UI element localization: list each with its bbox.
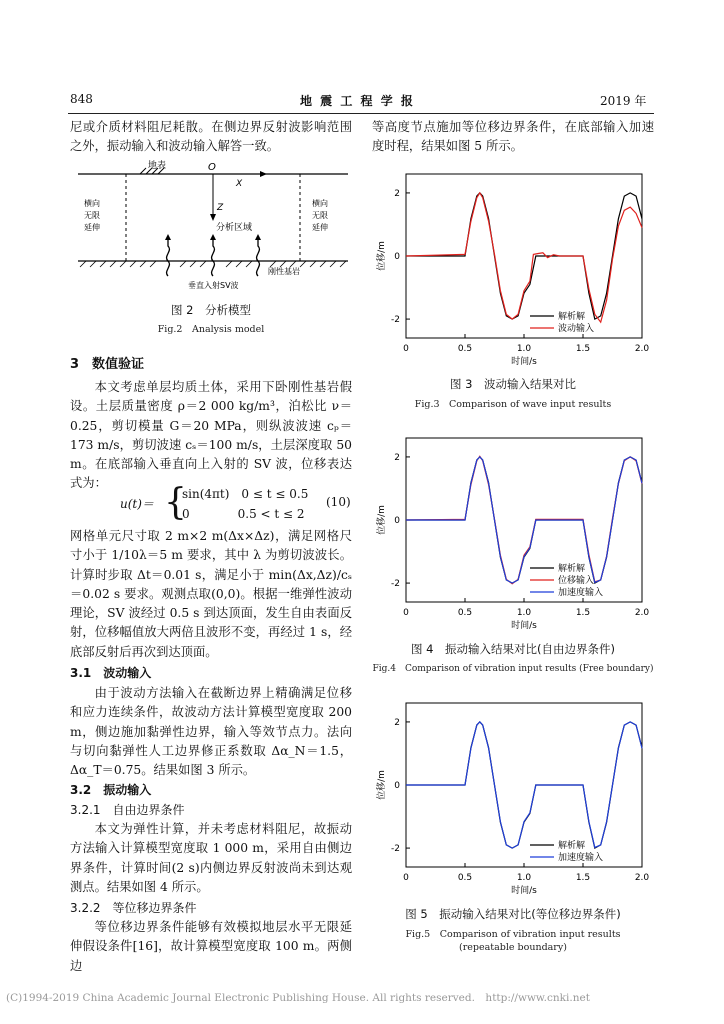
eq-case-2: 0 0.5 < t ≤ 2 — [182, 507, 305, 521]
x-tick-label: 2.0 — [634, 873, 650, 883]
y-axis-label: 位移/m — [377, 241, 387, 271]
wave-arrow-1 — [165, 234, 171, 276]
right-intro: 等高度节点施加等位移边界条件，在底部输入加速度时程，结果如图 5 所示。 — [372, 120, 654, 154]
fig3-chart — [372, 168, 654, 370]
y-tick-label: 0 — [394, 516, 400, 526]
para-mesh: 网格单元尺寸取 2 m×2 m(Δx×Δz)，满足网格尺寸小于 1/10λ＝5 m 要求，其中 λ 为剪切波波长。计算时步取 Δt＝0.01 s，满足小于 min(Δx,Δz)/cₛ＝0.02 s 要求。观测点取(0,0)。根据一维弹性波动理论，SV 波经过 0.5 s 到达顶面，发生自由表面反射，位移幅值放大两倍且波形不变，再经过 1 s，经底部反射后再次到达顶面。 — [70, 529, 352, 659]
section-3-2-1: 3.2.1 自由边界条件 — [70, 803, 185, 817]
x-tick-label: 2.0 — [634, 608, 650, 618]
y-tick-label: 2 — [394, 717, 400, 728]
equation-10 — [120, 483, 352, 525]
series-line-1 — [406, 193, 642, 322]
para-free-boundary: 本文为弹性计算，并未考虑材料阻尼，故振动方法输入计算模型宽度取 1 000 m，采用自由侧边界条件，计算时间(2 s)内侧边界反射波尚未到达观测点。结果如图 4 所示。 — [70, 822, 352, 894]
wave-arrow-3 — [255, 234, 261, 276]
fig3-caption-cn: 图 3 波动输入结果对比 — [450, 377, 576, 391]
x-arrow-head — [260, 171, 267, 177]
x-tick-label: 0 — [403, 608, 409, 618]
fig4-caption-cn: 图 4 振动输入结果对比(自由边界条件) — [411, 642, 615, 656]
left-intro: 尼或介质材料阻尼耗散。在侧边界反射波影响范围之外，振动输入和波动输入解答一致。 — [70, 120, 352, 154]
left-body-3 — [70, 684, 352, 780]
label-sv-wave: 垂直入射SV波 — [188, 281, 239, 290]
legend-label: 解析解 — [558, 312, 586, 322]
y-tick-label: 0 — [394, 781, 400, 791]
label-x-axis: X — [236, 179, 243, 189]
fig5-caption-en-2: (repeatable boundary) — [459, 942, 567, 953]
fig4-caption-en: Fig.4 Comparison of vibration input results (Free boundary) — [372, 664, 654, 674]
x-axis-label: 时间/s — [511, 886, 537, 896]
y-tick-label: -2 — [391, 315, 400, 326]
label-region: 分析区域 — [216, 223, 253, 233]
eq-lhs: u(t)＝ — [120, 497, 154, 511]
y-tick-label: 0 — [394, 252, 400, 262]
label-left-3: 延伸 — [84, 223, 100, 232]
x-tick-label: 0 — [403, 873, 409, 883]
legend-label: 波动输入 — [558, 324, 595, 334]
para-wave-input: 由于波动方法输入在截断边界上精确满足位移和应力连续条件，故波动方法计算模型宽度取 200 m，侧边施加黏弹性边界，输入等效节点力。法向与切向黏弹性人工边界修正系数取 Δα_N＝1.5，Δα_T＝0.75。结果如图 3 所示。 — [70, 686, 352, 778]
legend-label: 位移输入 — [558, 576, 595, 586]
label-bedrock: 刚性基岩 — [268, 267, 300, 276]
y-axis-label: 位移/m — [377, 505, 387, 535]
page-number: 848 — [70, 92, 93, 106]
eq-brace: { — [164, 482, 187, 523]
y-tick-label: 2 — [394, 452, 400, 463]
wave-arrow-2 — [210, 234, 216, 276]
x-tick-label: 0 — [403, 344, 409, 354]
y-tick-label: 2 — [394, 188, 400, 199]
para-model: 本文考虑单层均质土体，采用下卧刚性基岩假设。土层质量密度 ρ＝2 000 kg/m³，泊松比 ν＝0.25，剪切模量 G＝20 MPa，则纵波波速 cₚ＝173 m/s，剪切波速 cₛ＝100 m/s，土层深度取 50 m。在底部输入垂直向上入射的 SV 波，位移表达式为： — [70, 380, 352, 491]
legend-label: 解析解 — [558, 841, 586, 851]
left-body-2 — [70, 527, 352, 662]
year: 2019 年 — [600, 94, 647, 108]
left-body-4 — [70, 820, 352, 897]
label-z-axis: Z — [217, 203, 224, 213]
label-surface: 地表 — [148, 161, 167, 171]
y-tick-label: -2 — [391, 579, 400, 590]
fig5-caption-cn: 图 5 振动输入结果对比(等位移边界条件) — [405, 907, 621, 921]
fig3-caption-en: Fig.3 Comparison of wave input results — [414, 399, 612, 410]
label-right-2: 无限 — [312, 211, 328, 220]
label-left-1: 横向 — [84, 199, 100, 208]
section-3-2-2: 3.2.2 等位移边界条件 — [70, 901, 197, 915]
x-tick-label: 1.0 — [516, 608, 532, 618]
fig2-caption-en: Fig.2 Analysis model — [157, 324, 265, 335]
x-axis-label: 时间/s — [511, 621, 537, 631]
label-left-2: 无限 — [84, 211, 100, 220]
para-repeat-boundary: 等位移边界条件能够有效模拟地层水平无限延伸假设条件[16]，故计算模型宽度取 100 m。两侧边 — [70, 920, 352, 973]
x-tick-label: 1.5 — [575, 873, 591, 883]
y-axis-label: 位移/m — [377, 770, 387, 800]
eq-number: (10) — [326, 495, 351, 509]
sv-wave-arrows — [165, 234, 261, 276]
x-axis-label: 时间/s — [511, 357, 537, 367]
label-origin: O — [208, 162, 216, 173]
journal-title: 地 震 工 程 学 报 — [300, 94, 415, 108]
x-tick-label: 0.5 — [457, 344, 473, 354]
legend-label: 解析解 — [558, 564, 586, 574]
series-line-2 — [406, 457, 642, 583]
section-3-1: 3.1 波动输入 — [70, 666, 152, 680]
eq-case-1: sin(4πt) 0 ≤ t ≤ 0.5 — [182, 487, 309, 501]
left-body-1 — [70, 378, 352, 494]
copyright-footer: (C)1994-2019 China Academic Journal Electronic Publishing House. All rights reserved. http://www.cnki.net — [6, 992, 590, 1004]
x-tick-label: 0.5 — [457, 608, 473, 618]
y-tick-label: -2 — [391, 844, 400, 855]
fig2-analysis-model — [68, 158, 358, 298]
series-line-1 — [406, 722, 642, 848]
legend-label: 加速度输入 — [558, 588, 604, 598]
label-right-1: 横向 — [312, 199, 328, 208]
x-tick-label: 1.0 — [516, 344, 532, 354]
x-tick-label: 1.5 — [575, 608, 591, 618]
fig5-caption-en-1: Fig.5 Comparison of vibration input results — [405, 929, 621, 940]
z-arrow-head — [210, 214, 216, 221]
section-3-2: 3.2 振动输入 — [70, 783, 152, 797]
fig5-chart — [372, 697, 654, 899]
left-body-5 — [70, 918, 352, 976]
fig4-chart — [372, 432, 654, 634]
legend-label: 加速度输入 — [558, 853, 604, 863]
section-3-title: 3 数值验证 — [70, 357, 145, 372]
header-rule — [68, 113, 654, 114]
label-right-3: 延伸 — [312, 223, 328, 232]
x-tick-label: 1.0 — [516, 873, 532, 883]
fig2-caption-cn: 图 2 分析模型 — [171, 303, 251, 317]
x-tick-label: 2.0 — [634, 344, 650, 354]
x-tick-label: 1.5 — [575, 344, 591, 354]
x-tick-label: 0.5 — [457, 873, 473, 883]
